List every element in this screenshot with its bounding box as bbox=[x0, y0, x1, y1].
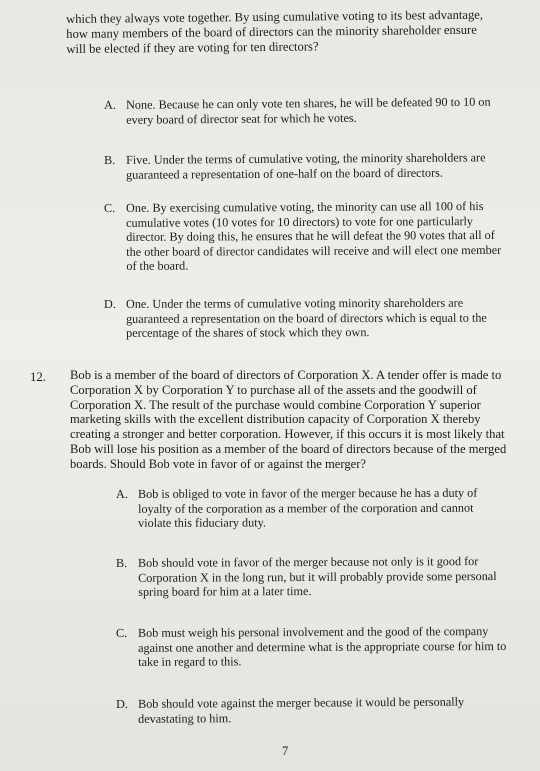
q11-option-b bbox=[104, 150, 504, 182]
question-11-stem: which they always vote together. By using cumulative voting to its best advantage, how many members of the board of directors can the minority shareholder ensure will be elected if they are voting for ten directors? bbox=[66, 7, 484, 56]
q11-option-a bbox=[104, 95, 494, 128]
option-letter: D. bbox=[116, 696, 128, 711]
question-12-stem: Bob is a member of the board of directors of Corporation X. A tender offer is made to Corporation X by Corporation Y to purchase all of the assets and the goodwill of Corporation X. The result of the purchase would combine Corporation Y superior marketing skills with the excellent distribution capacity of Corporation X thereby creating a stronger and better corporation. However, if this occurs it is most likely that Bob will lose his position as a member of the board of directors because of the merged boards. Should Bob vote in favor of or against the merger? bbox=[70, 368, 507, 471]
option-text: Bob should vote against the merger because it would be personally devastating to him. bbox=[137, 694, 465, 726]
option-text: Bob must weigh his personal involvement and the good of the company against one another and determine what is the appropriate course for him to take in regard to this. bbox=[137, 624, 507, 670]
option-text: None. Because he can only vote ten shares, he will be defeated 90 to 10 on every board of director seat for which he votes. bbox=[125, 94, 491, 127]
q11-option-c bbox=[104, 199, 504, 274]
option-letter: D. bbox=[104, 296, 116, 311]
q11-option-d bbox=[104, 296, 504, 341]
option-letter: B. bbox=[104, 152, 116, 167]
q12-option-d bbox=[116, 694, 496, 726]
option-letter: A. bbox=[116, 486, 128, 501]
option-letter: A. bbox=[104, 97, 116, 112]
option-letter: B. bbox=[116, 555, 128, 570]
option-text: One. Under the terms of cumulative voting minority shareholders are guaranteed a representation on the board of directors which is equal to the percentage of the shares of stock which they own. bbox=[125, 295, 487, 341]
q12-option-a bbox=[116, 486, 500, 531]
option-letter: C. bbox=[104, 200, 116, 215]
option-text: Bob is obliged to vote in favor of the merger because he has a duty of loyalty of the corporation as a member of the corporation and cannot violate this fiduciary duty. bbox=[137, 485, 478, 531]
q12-option-c bbox=[116, 624, 510, 670]
option-text: Bob should vote in favor of the merger because not only is it good for Corporation X in the long run, but it will probably provide some personal spring board for him at a later time. bbox=[137, 554, 497, 600]
question-12-number: 12. bbox=[30, 370, 46, 384]
page-number: 7 bbox=[282, 744, 289, 758]
option-text: One. By exercising cumulative voting, the minority can use all 100 of his cumulative votes (10 votes for 10 directors) to vote for one particularly director. By doing this, he ensures that he will defeat the 90 votes that all of the other board of director candidates will receive and will elect one member of the board. bbox=[125, 199, 502, 274]
q12-option-b bbox=[116, 554, 508, 600]
option-text: Five. Under the terms of cumulative voting, the minority shareholders are guaranteed a representation of one-half on the board of directors. bbox=[125, 150, 486, 182]
option-letter: C. bbox=[116, 625, 128, 640]
